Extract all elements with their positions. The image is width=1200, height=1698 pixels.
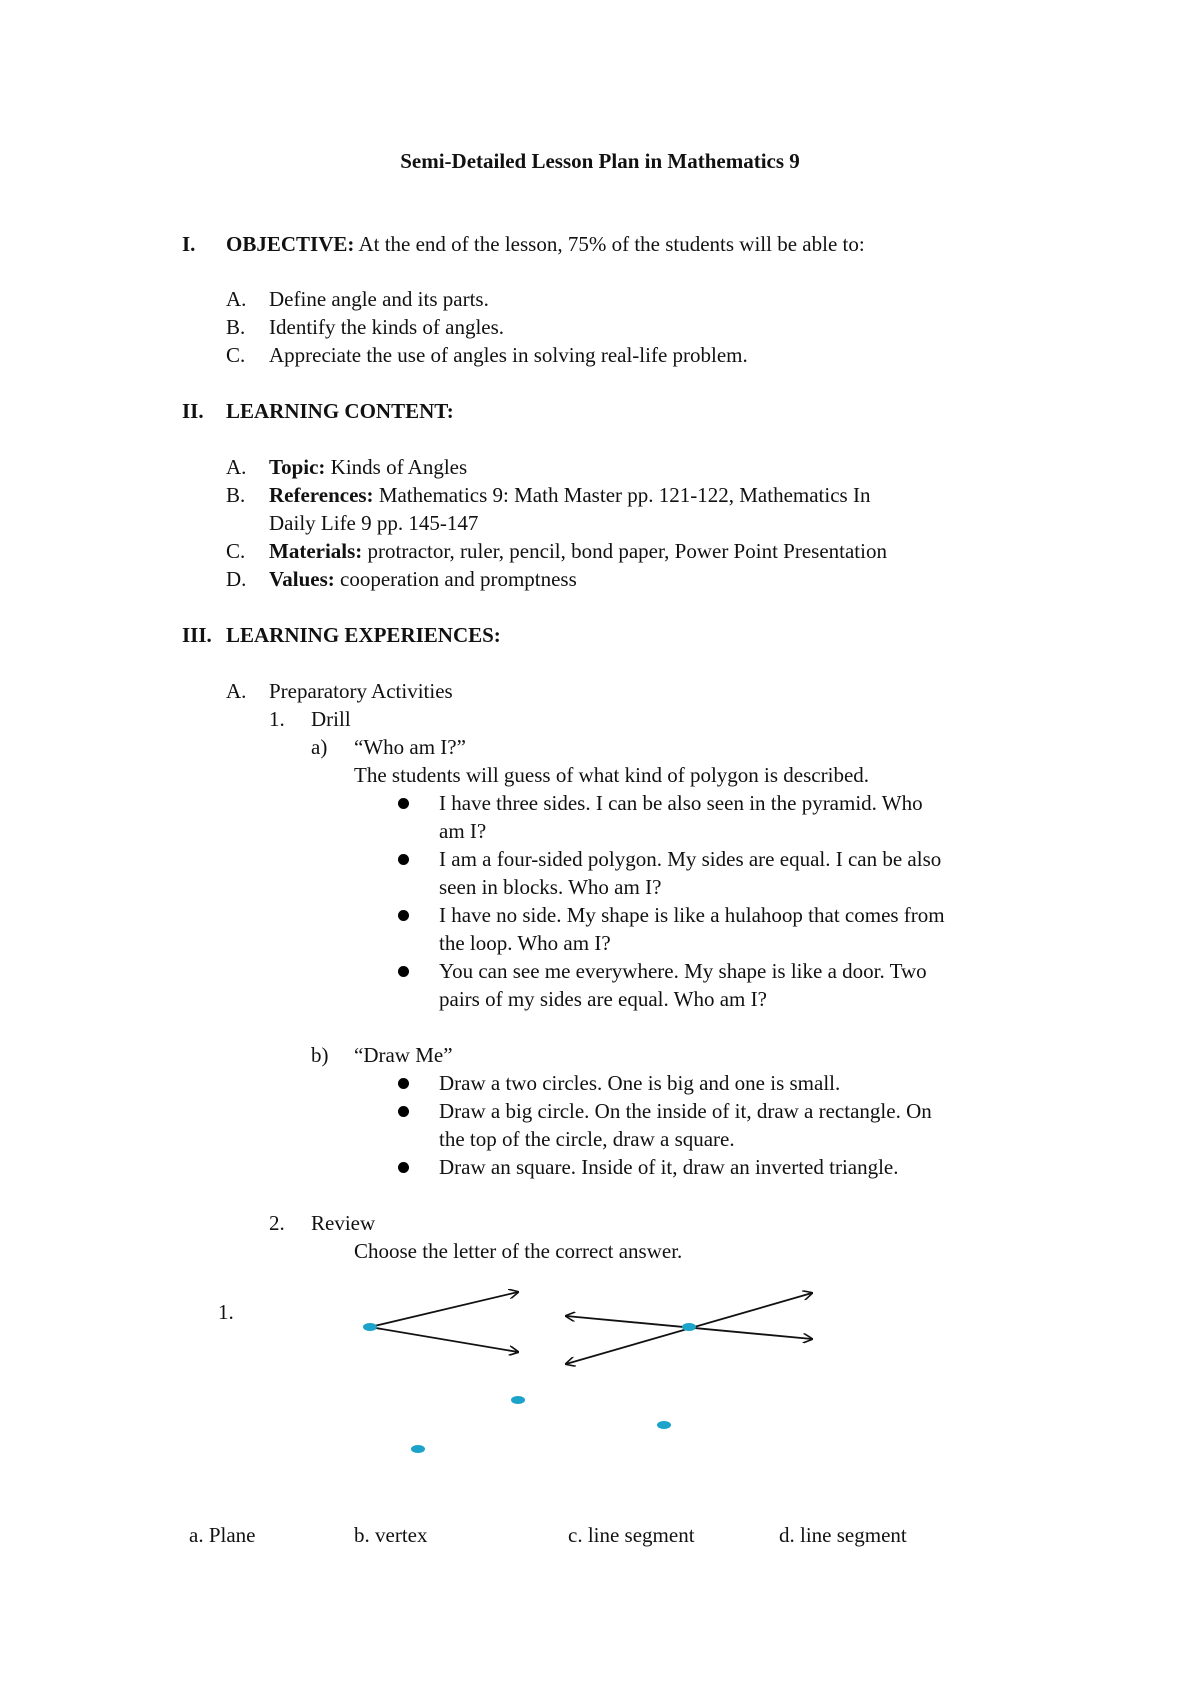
draw-bullet-2-cont: the top of the circle, draw a square. — [439, 1127, 735, 1151]
review-label: Review — [311, 1211, 376, 1235]
choice-c: c. line segment — [568, 1523, 695, 1547]
who-bullet-1-cont: am I? — [439, 819, 487, 843]
draw-bullet-1: Draw a two circles. One is big and one is small. — [439, 1071, 841, 1095]
who-bullet-2: I am a four-sided polygon. My sides are equal. I can be also — [439, 847, 942, 871]
objective-letter-c: C. — [226, 343, 246, 367]
choice-a: a. Plane — [189, 1523, 256, 1547]
content-text-topic: Kinds of Angles — [330, 455, 468, 479]
point — [511, 1396, 525, 1404]
content-text-materials: protractor, ruler, pencil, bond paper, Power Point Presentation — [367, 539, 887, 563]
who-letter: a) — [311, 735, 328, 759]
prep-activities: Preparatory Activities — [269, 679, 453, 703]
who-bullet-1: I have three sides. I can be also seen in the pyramid. Who — [439, 791, 923, 815]
objective-intro: At the end of the lesson, 75% of the students will be able to: — [358, 232, 865, 256]
content-label-references: References: — [269, 483, 374, 507]
intersection-point — [682, 1323, 696, 1331]
content-label-topic: Topic: — [269, 455, 326, 479]
section-numeral-ii: II. — [182, 399, 204, 423]
who-bullet-3: I have no side. My shape is like a hulahoop that comes from — [439, 903, 945, 927]
draw-bullet-2: Draw a big circle. On the inside of it, draw a rectangle. On — [439, 1099, 932, 1123]
content-text-values: cooperation and promptness — [340, 567, 577, 591]
draw-letter: b) — [311, 1043, 329, 1067]
vertex-point — [363, 1323, 377, 1331]
objective-heading: OBJECTIVE: — [226, 232, 355, 256]
review-instruction: Choose the letter of the correct answer. — [354, 1239, 683, 1263]
content-label-values: Values: — [269, 567, 335, 591]
draw-bullet-3: Draw an square. Inside of it, draw an inverted triangle. — [439, 1155, 899, 1179]
section-numeral-iii: III. — [182, 623, 212, 647]
choice-d: d. line segment — [779, 1523, 907, 1547]
page-title: Semi-Detailed Lesson Plan in Mathematics 9 — [400, 149, 800, 173]
objective-item-a: Define angle and its parts. — [269, 287, 489, 311]
point — [411, 1445, 425, 1453]
choice-b: b. vertex — [354, 1523, 428, 1547]
who-bullet-3-cont: the loop. Who am I? — [439, 931, 611, 955]
objective-letter-a: A. — [226, 287, 247, 311]
content-letter-d: D. — [226, 567, 247, 591]
objective-letter-b: B. — [226, 315, 246, 339]
section-numeral-i: I. — [182, 232, 196, 256]
experiences-heading: LEARNING EXPERIENCES: — [226, 623, 501, 647]
ray-upper — [370, 1292, 518, 1327]
draw-title: “Draw Me” — [354, 1043, 453, 1067]
who-bullet-2-cont: seen in blocks. Who am I? — [439, 875, 662, 899]
drill-number: 1. — [269, 707, 285, 731]
question-number: 1. — [218, 1300, 234, 1324]
objective-item-b: Identify the kinds of angles. — [269, 315, 505, 339]
review-number: 2. — [269, 1211, 285, 1235]
content-text-references: Mathematics 9: Math Master pp. 121-122, Mathematics In — [378, 483, 871, 507]
who-description: The students will guess of what kind of polygon is described. — [354, 763, 870, 787]
content-letter-a: A. — [226, 455, 247, 479]
content-letter-c: C. — [226, 539, 246, 563]
content-letter-b: B. — [226, 483, 246, 507]
content-heading: LEARNING CONTENT: — [226, 399, 454, 423]
ray-lower — [370, 1327, 518, 1352]
who-bullet-4: You can see me everywhere. My shape is like a door. Two — [439, 959, 927, 983]
who-bullet-4-cont: pairs of my sides are equal. Who am I? — [439, 987, 767, 1011]
drill-label: Drill — [311, 707, 351, 731]
who-title: “Who am I?” — [354, 735, 466, 759]
objective-item-c: Appreciate the use of angles in solving real-life problem. — [269, 343, 748, 367]
prep-letter: A. — [226, 679, 247, 703]
content-label-materials: Materials: — [269, 539, 363, 563]
point — [657, 1421, 671, 1429]
content-text-references-cont: Daily Life 9 pp. 145-147 — [269, 511, 479, 535]
